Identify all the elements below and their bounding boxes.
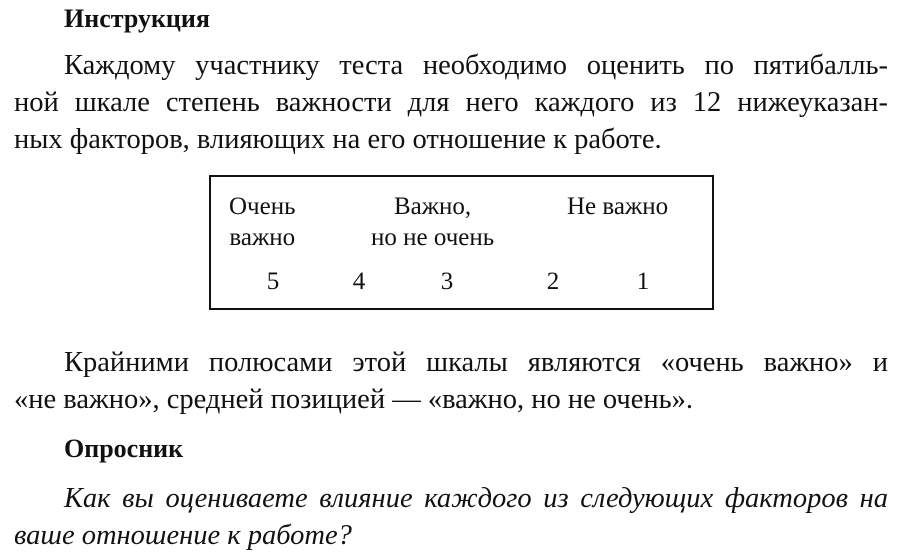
scale-label-line: Очень (229, 193, 296, 220)
instruction-paragraph (14, 47, 888, 158)
rating-scale-box (209, 175, 714, 310)
scale-label-line: но не очень (371, 224, 495, 251)
scale-label-line: Важно, (393, 193, 472, 220)
scale-number-5: 5 (266, 268, 280, 295)
paragraph-line: Крайними полюсами этой шкалы являются «очень важно» и (64, 347, 888, 378)
scale-number-3: 3 (440, 268, 454, 295)
scale-number-2: 2 (546, 268, 560, 295)
instruction-heading: Инструкция (64, 4, 210, 33)
scale-label-line: важно (229, 224, 296, 251)
questionnaire-question (14, 480, 888, 554)
question-line: Как вы оцениваете влияние каждого из следующих факторов на (64, 483, 888, 514)
scale-poles-paragraph (14, 344, 888, 418)
paragraph-line: «не важно», средней позицией — «важно, но не очень». (14, 384, 694, 415)
scale-label-very-important (229, 191, 296, 253)
question-line: ваше отношение к работе? (14, 520, 352, 551)
paragraph-line: ной шкале степень важности для него каждого из 12 нижеуказан- (14, 87, 888, 118)
scale-label-medium (371, 191, 494, 253)
questionnaire-heading: Опросник (64, 434, 184, 463)
scale-number-4: 4 (352, 268, 366, 295)
paragraph-line: Каждому участнику теста необходимо оценить по пятибалль- (64, 50, 888, 81)
paragraph-line: ных факторов, влияющих на его отношение к работе. (14, 124, 662, 155)
scale-label-line: Не важно (567, 193, 669, 220)
scale-label-not-important (567, 191, 668, 222)
scale-number-1: 1 (636, 268, 650, 295)
